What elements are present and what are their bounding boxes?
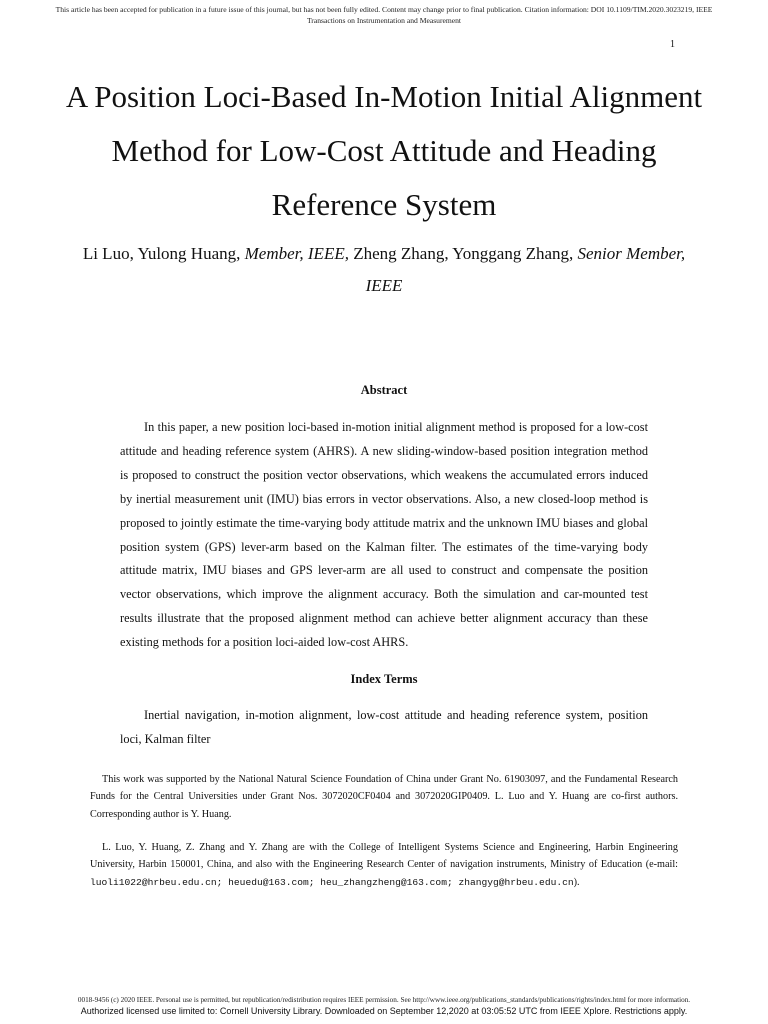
license-notice: Authorized licensed use limited to: Cornell University Library. Downloaded on September 12,2020 at 03:05:52 UTC from IEEE Xplore. Restrictions apply. — [80, 1006, 688, 1016]
copyright-notice: 0018-9456 (c) 2020 IEEE. Personal use is permitted, but republication/redistribution requires IEEE permission. See http://www.ieee.org/publications_standards/publications/rights/index.html for more information. — [77, 996, 691, 1004]
paper-title: A Position Loci-Based In-Motion Initial Alignment Method for Low-Cost Attitude and Heading Reference System — [65, 79, 703, 222]
authors-part-2: Zheng Zhang, Yonggang Zhang, — [348, 244, 578, 263]
notice-line-1: This article has been accepted for publication in a future issue of this journal, but has not been fully edited. Content may change prior to final publication. Citation information: DOI 10.1109/TIM.2020.3023219, IEEE — [55, 5, 713, 14]
page-number: 1 — [670, 39, 675, 50]
abstract-text: In this paper, a new position loci-based in-motion initial alignment method is proposed for a low-cost attitude and heading reference system (AHRS). A new sliding-window-based position integration method is proposed to construct the position vector observations, which weakens the accumulated errors induced by inertial measurement unit (IMU) bias errors in vector observations. Also, a new closed-loop method is proposed to jointly estimate the time-varying body attitude matrix and the unknown IMU biases and global position system (GPS) lever-arm based on the Kalman filter. The estimates of the time-varying body attitude matrix, IMU biases and GPS lever-arm are all used to construct and compensate the position vector observations, which improve the alignment accuracy. Both the simulation and car-mounted test results illustrate that the proposed alignment method can achieve better alignment accuracy than these existing methods for a position loci-aided low-cost AHRS. — [120, 420, 648, 650]
authors-part-1: Li Luo, Yulong Huang, — [82, 244, 245, 263]
notice-line-2: Transactions on Instrumentation and Measurement — [306, 16, 462, 25]
author-emails: luoli1022@hrbeu.edu.cn; heuedu@163.com; heu_zhangzheng@163.com; zhangyg@hrbeu.edu.cn — [90, 876, 574, 888]
author-list — [70, 238, 698, 302]
abstract-heading: Abstract — [360, 383, 408, 397]
index-terms-heading: Index Terms — [350, 672, 418, 686]
author-2-role: Senior Member, IEEE — [365, 244, 686, 295]
affiliation-text: L. Luo, Y. Huang, Z. Zhang and Y. Zhang are with the College of Intelligent Systems Science and Engineering, Harbin Engineering University, Harbin 150001, China, and also with the Engineering Research Center of navigation instruments, Ministry of Education (e-mail: — [90, 842, 678, 871]
index-terms-text: Inertial navigation, in-motion alignment, low-cost attitude and heading reference system, position loci, Kalman filter — [120, 708, 648, 746]
publication-notice — [0, 4, 768, 26]
funding-footnote: This work was supported by the National Natural Science Foundation of China under Grant No. 61903097, and the Fundamental Research Funds for the Central Universities under Grant Nos. 3072020CF0404 and 3072020GIP0409. L. Luo and Y. Huang are co-first authors. Corresponding author is Y. Huang. — [90, 774, 678, 820]
affiliation-footnote — [90, 839, 678, 891]
affiliation-end: ). — [573, 876, 580, 888]
author-1-role: Member, IEEE, — [244, 244, 349, 263]
